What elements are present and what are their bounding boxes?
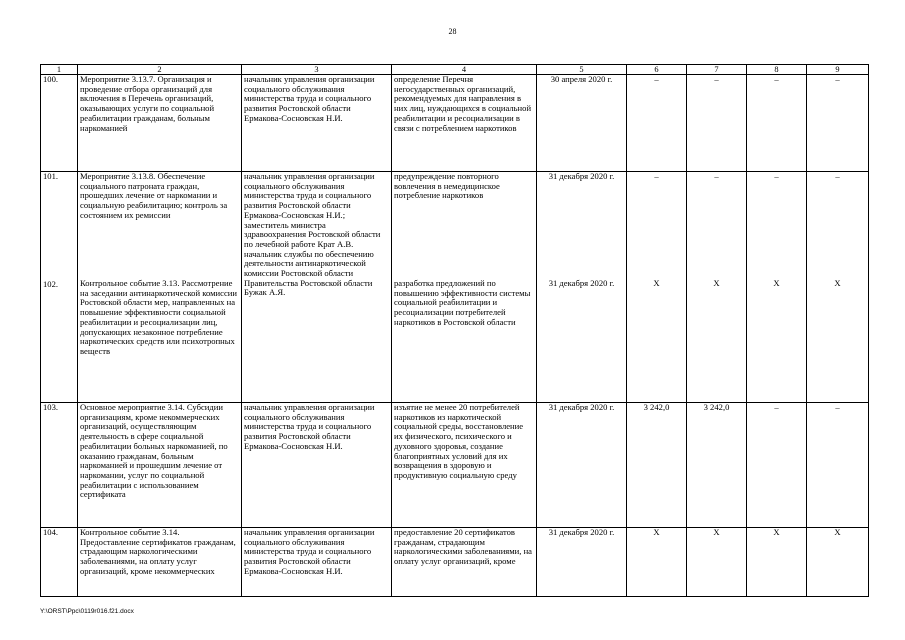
result-cell: предоставление 20 сертификатов гражданам, страдающим наркологическими заболеваниями, на оплату услуг организаций, кроме — [392, 528, 537, 597]
table-row — [41, 528, 869, 597]
value-text: Х — [834, 278, 841, 288]
value-cell — [687, 172, 747, 403]
column-header: 4 — [392, 65, 537, 75]
column-header: 5 — [537, 65, 627, 75]
value-text: – — [835, 171, 840, 181]
column-header: 1 — [41, 65, 78, 75]
date-cell: 31 декабря 2020 г. — [537, 403, 627, 528]
table-row — [41, 172, 869, 403]
value-cell: – — [807, 403, 869, 528]
result-cell: изъятие не менее 20 потребителей наркотиков из наркотической социальной среды, восстановление их физического, психического и духовного здоровья, создание благоприятных условий для их возвращения в здоровую и продуктивную социальную среду — [392, 403, 537, 528]
event-cell: Мероприятие 3.13.7. Организация и проведение отбора организаций для включения в Перечень организаций, оказывающих услуги по социальной реабилитации гражданам, больным наркоманией — [78, 75, 242, 172]
row-number: 100. — [41, 75, 78, 172]
event-cell — [78, 172, 242, 403]
value-cell: – — [747, 403, 807, 528]
responsible-text: начальник службы по обеспечению деятельности антинаркотической комиссии Ростовской области Правительства Ростовской области Бужак А.Я. — [244, 248, 374, 298]
table-row — [41, 75, 869, 172]
value-cell: Х — [747, 528, 807, 597]
date-cell: 31 декабря 2020 г. — [537, 528, 627, 597]
result-cell: определение Перечня негосударственных организаций, рекомендуемых для направления в них лиц, нуждающихся в социальной реабилитации и ресоциализации в связи с потреблением наркотиков — [392, 75, 537, 172]
column-header: 7 — [687, 65, 747, 75]
event-text: Контрольное событие 3.13. Рассмотрение на заседании антинаркотической комиссии Ростовской области мер, направленных на повышение эффективности социальной реабилитации и ресоциализации лиц, допускающих незаконное потребление наркотических средств или психотропных веществ — [80, 278, 237, 356]
responsible-cell — [242, 172, 392, 403]
date-cell — [537, 172, 627, 403]
value-text: Х — [713, 278, 720, 288]
row-number-cell — [41, 172, 78, 403]
value-cell: – — [747, 75, 807, 172]
value-cell: Х — [807, 528, 869, 597]
result-text: разработка предложений по повышению эффективности системы социальной реабилитации и ресоциализации потребителей наркотиков в Ростовской области — [394, 278, 531, 327]
column-header: 6 — [627, 65, 687, 75]
measures-table — [40, 64, 869, 597]
table-row — [41, 403, 869, 528]
row-number: 103. — [41, 403, 78, 528]
date-text: 31 декабря 2020 г. — [548, 171, 615, 181]
responsible-cell: начальник управления организации социального обслуживания министерства труда и социального развития Ростовской области Ермакова-Сосновская Н.И. — [242, 528, 392, 597]
value-cell: Х — [687, 528, 747, 597]
responsible-cell: начальник управления организации социального обслуживания министерства труда и социального развития Ростовской области Ермакова-Сосновская Н.И. — [242, 403, 392, 528]
event-cell: Основное мероприятие 3.14. Субсидии организациям, кроме некоммерческих организаций, осуществляющим деятельность в сфере социальной реабилитации больных наркоманией, по оказанию гражданам, больным наркоманией и прошедшим лечение от наркомании, услуг по социальной реабилитации с использованием сертификата — [78, 403, 242, 528]
row-number: 104. — [41, 528, 78, 597]
date-cell: 30 апреля 2020 г. — [537, 75, 627, 172]
value-text: – — [654, 171, 659, 181]
value-text: Х — [773, 278, 780, 288]
event-cell: Контрольное событие 3.14. Предоставление сертификатов гражданам, страдающим наркологическими заболеваниями, на оплату услуг организаций, кроме некоммерческих — [78, 528, 242, 597]
row-number: 101. — [43, 171, 59, 181]
value-text: – — [714, 171, 719, 181]
column-header: 3 — [242, 65, 392, 75]
page-number: 28 — [448, 27, 457, 36]
result-text: предупреждение повторного вовлечения в немедицинское потребление наркотиков — [394, 171, 500, 201]
value-cell: 3 242,0 — [687, 403, 747, 528]
value-cell — [807, 172, 869, 403]
row-number: 102. — [43, 278, 59, 289]
value-cell: – — [687, 75, 747, 172]
value-text: Х — [653, 278, 660, 288]
value-cell: Х — [627, 528, 687, 597]
file-path-footer: Y:\ORST\Ppc\0119r016.f21.docx — [40, 608, 134, 615]
column-number-row — [41, 65, 869, 75]
event-text: Мероприятие 3.13.8. Обеспечение социального патроната граждан, прошедших лечение от наркомании и социальную реабилитацию; контроль за состоянием их ремиссии — [80, 171, 228, 220]
column-header: 9 — [807, 65, 869, 75]
value-cell: – — [807, 75, 869, 172]
value-cell: – — [627, 75, 687, 172]
value-cell — [627, 172, 687, 403]
column-header: 2 — [78, 65, 242, 75]
result-cell — [392, 172, 537, 403]
responsible-text: начальник управления организации социального обслуживания министерства труда и социального развития Ростовской области Ермакова-Сосновская Н.И.; заместитель министра здравоохранения Ростовской области по лечебной работе Крат А.В. — [244, 171, 381, 249]
date-text: 31 декабря 2020 г. — [548, 278, 615, 288]
value-text: – — [774, 171, 779, 181]
column-header: 8 — [747, 65, 807, 75]
value-cell — [747, 172, 807, 403]
responsible-cell: начальник управления организации социального обслуживания министерства труда и социального развития Ростовской области Ермакова-Сосновская Н.И. — [242, 75, 392, 172]
value-cell: 3 242,0 — [627, 403, 687, 528]
